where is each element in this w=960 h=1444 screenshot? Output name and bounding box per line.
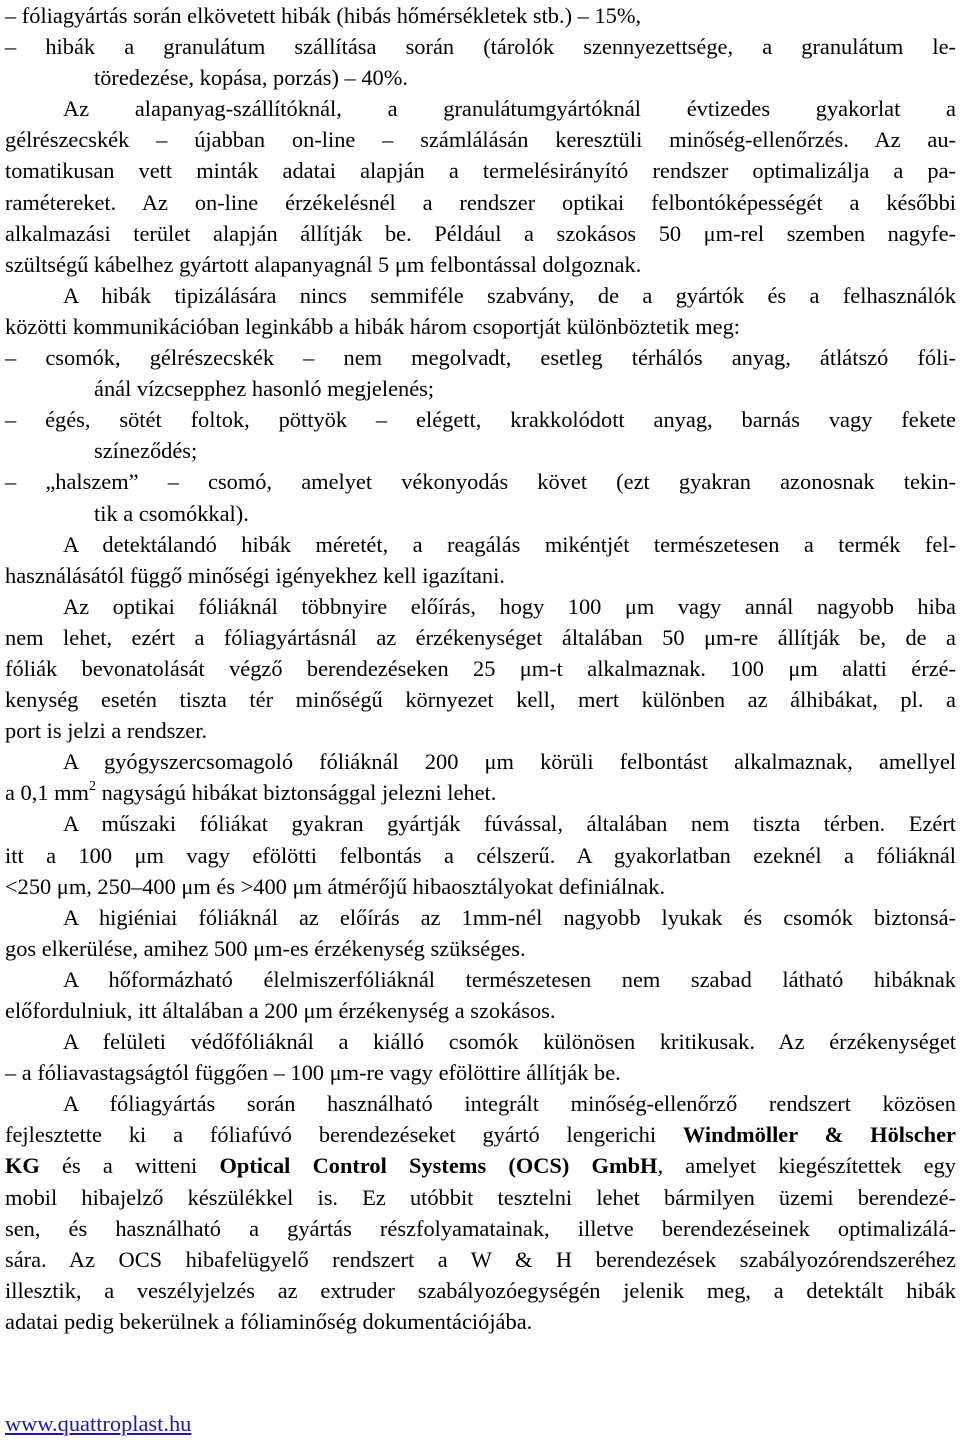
paragraph-line: sára. Az OCS hibafelügyelő rendszert a W & H berendezések szabályozórendszeréhez — [5, 1246, 956, 1272]
paragraph-line: adatai pedig bekerülnek a fóliaminőség dokumentációjába. — [5, 1308, 533, 1334]
text-segment: nagyságú hibákat biztonsággal jelezni lehet. — [95, 780, 497, 806]
paragraph-line — [5, 1150, 956, 1181]
text-segment: , amelyet kiegészítettek egy — [657, 1153, 956, 1179]
paragraph-line: A fóliagyártás során használható integrált minőség-ellenőrző rendszert közösen — [63, 1091, 956, 1117]
bullet-line: – hibák a granulátum szállítása során (tárolók szennyezettsége, a granulátum le- — [5, 34, 956, 60]
bullet-continuation: tik a csomókkal). — [94, 500, 249, 526]
paragraph-line: fóliák bevonatolását végző berendezéseken 25 μm-t alkalmaznak. 100 μm alatti érzé- — [5, 655, 956, 681]
paragraph-line: A hibák tipizálására nincs semmiféle szabvány, de a gyártók és a felhasználók — [63, 282, 956, 308]
paragraph-line: sen, és használható a gyártás részfolyamatainak, illetve berendezéseinek optimalizálá- — [5, 1215, 956, 1241]
paragraph-line — [5, 1119, 956, 1150]
paragraph-line: gélrészecskék – újabban on-line – számlálásán keresztüli minőség-ellenőrzés. Az au- — [5, 127, 956, 153]
bullet-continuation: színeződés; — [94, 438, 198, 464]
paragraph-line: tomatikusan vett minták adatai alapján a termelésirányító rendszer optimalizálja a pa- — [5, 158, 956, 184]
paragraph-line: előfordulniuk, itt általában a 200 μm érzékenység a szokásos. — [5, 998, 556, 1023]
bullet-continuation: töredezése, kopása, porzás) – 40%. — [94, 65, 408, 91]
bullet-line: – fóliagyártás során elkövetett hibák (hibás hőmérsékletek stb.) – 15%, — [5, 3, 642, 28]
paragraph-line: A gyógyszercsomagoló fóliáknál 200 μm körüli felbontást alkalmaznak, amellyel — [63, 749, 956, 775]
paragraph-line: A felületi védőfóliáknál a kiálló csomók különösen kritikusak. Az érzékenységet — [63, 1029, 956, 1055]
footer-website-link[interactable]: www.quattroplast.hu — [5, 1411, 192, 1436]
paragraph-line: – a fóliavastagságtól függően – 100 μm-re vagy efölöttire állítják be. — [5, 1060, 621, 1086]
paragraph-line: mobil hibajelző készülékkel is. Ez utóbbit tesztelni lehet bármilyen üzemi berendezé- — [5, 1184, 956, 1210]
paragraph-line: közötti kommunikációban leginkább a hibák három csoportját különböztetik meg: — [5, 313, 740, 339]
paragraph-line: alkalmazási terület alapján állítják be. Például a szokásos 50 μm-rel szemben nagyfe- — [5, 220, 956, 246]
paragraph-line: illesztik, a veszélyjelzés az extruder szabályozóegységén jelenik meg, a detektált hibák — [5, 1277, 956, 1303]
company-name: KG — [5, 1153, 40, 1179]
paragraph-line — [5, 777, 956, 808]
company-name: Optical Control Systems (OCS) GmbH — [219, 1153, 658, 1179]
paragraph-line: A műszaki fóliákat gyakran gyártják fúvással, általában nem tiszta térben. Ezért — [63, 811, 956, 837]
paragraph-line: port is jelzi a rendszer. — [5, 718, 208, 744]
paragraph-line: szültségű kábelhez gyártott alapanyagnál 5 μm felbontással dolgoznak. — [5, 251, 642, 277]
paragraph-line: ramétereket. Az on-line érzékelésnél a rendszer optikai felbontóképességét a későbbi — [5, 189, 956, 215]
paragraph-line: <250 μm, 250–400 μm és >400 μm átmérőjű hibaosztályokat definiálnak. — [5, 873, 666, 899]
bullet-line: – égés, sötét foltok, pöttyök – elégett, krakkolódott anyag, barnás vagy fekete — [5, 407, 956, 433]
text-segment: a 0,1 mm — [5, 780, 89, 806]
bullet-line: – „halszem” – csomó, amelyet vékonyodás követ (ezt gyakran azonosnak tekin- — [5, 469, 956, 495]
paragraph-line: A higiéniai fóliáknál az előírás az 1mm-nél nagyobb lyukak és csomók biztonsá- — [63, 904, 956, 930]
paragraph-line: gos elkerülése, amihez 500 μm-es érzékenység szükséges. — [5, 935, 526, 961]
bullet-continuation: ánál vízcsepphez hasonló megjelenés; — [94, 376, 435, 402]
superscript: 2 — [88, 779, 96, 795]
bullet-line: – csomók, gélrészecskék – nem megolvadt, esetleg térhálós anyag, átlátszó fóli- — [5, 345, 956, 371]
document-body — [5, 0, 956, 1337]
paragraph-line: A hőformázható élelmiszerfóliáknál természetesen nem szabad látható hibáknak — [63, 966, 956, 992]
text-segment: és a witteni — [39, 1153, 220, 1179]
paragraph-line: itt a 100 μm vagy efölötti felbontás a célszerű. A gyakorlatban ezeknél a fóliáknál — [5, 842, 956, 868]
company-name: Windmöller & Hölscher — [682, 1122, 956, 1148]
paragraph-line: használásától függő minőségi igényekhez kell igazítani. — [5, 562, 505, 588]
paragraph-line: A detektálandó hibák méretét, a reagálás mikéntjét természetesen a termék fel- — [63, 531, 956, 557]
paragraph-line: nem lehet, ezért a fóliagyártásnál az érzékenységet általában 50 μm-re állítják be, de a — [5, 624, 956, 650]
paragraph-line: Az optikai fóliáknál többnyire előírás, hogy 100 μm vagy annál nagyobb hiba — [63, 593, 956, 619]
text-segment: fejlesztette ki a fóliafúvó berendezéseket gyártó lengerichi — [5, 1122, 683, 1148]
paragraph-line: kenység esetén tiszta tér minőségű környezet kell, mert különben az álhibákat, pl. a — [5, 687, 956, 713]
paragraph-line: Az alapanyag-szállítóknál, a granulátumgyártóknál évtizedes gyakorlat a — [63, 96, 956, 122]
